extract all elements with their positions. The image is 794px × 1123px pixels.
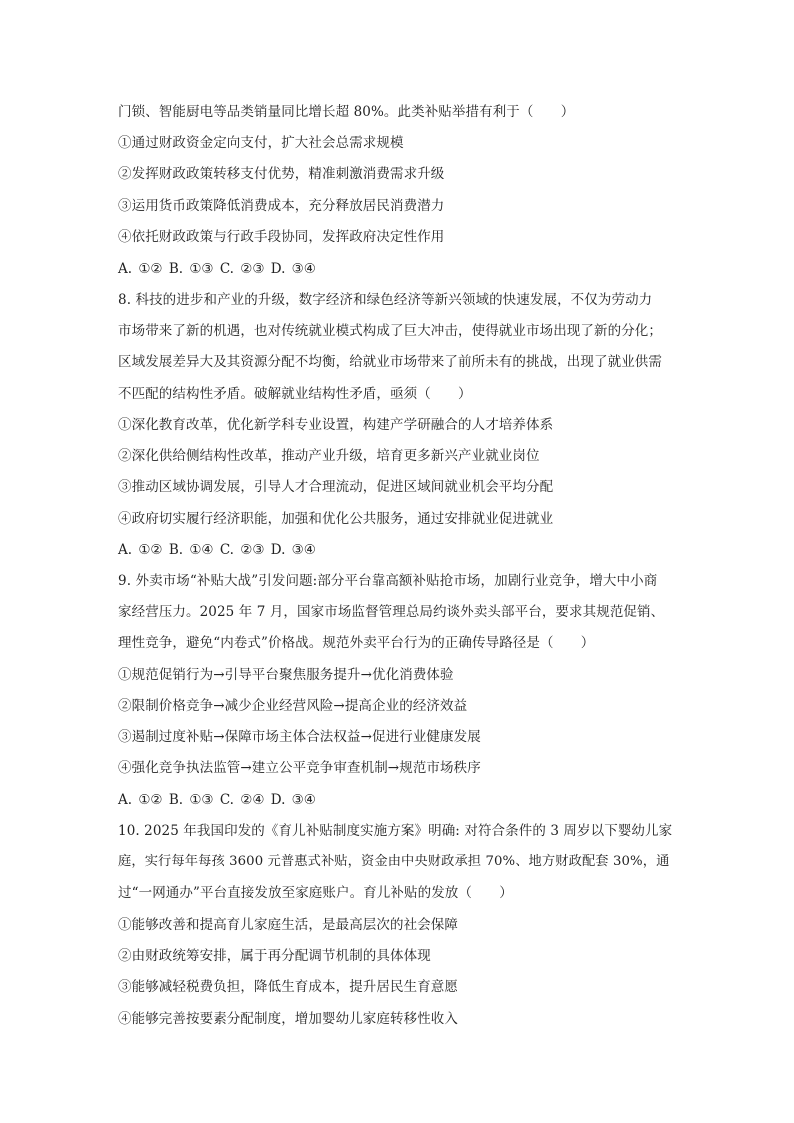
q8-item-2: ②深化供给侧结构性改革，推动产业升级，培育更多新兴产业就业岗位 bbox=[118, 448, 540, 464]
q8-stem-line-4: 不匹配的结构性矛盾。破解就业结构性矛盾，亟须（ ） bbox=[118, 386, 472, 402]
q10-stem-line-2: 庭，实行每年每孩 3600 元普惠式补贴，资金由中央财政承担 70%、地方财政配套 30%，通 bbox=[118, 854, 670, 869]
q9-item-2: ②限制价格竞争→减少企业经营风险→提高企业的经济效益 bbox=[118, 698, 468, 714]
q9-item-1: ①规范促销行为→引导平台聚焦服务提升→优化消费体验 bbox=[118, 667, 454, 683]
q9-options: A. ①② B. ①③ C. ②④ D. ③④ bbox=[118, 792, 316, 808]
q10-item-2: ②由财政统筹安排，属于再分配调节机制的具体体现 bbox=[118, 948, 431, 964]
q7-options: A. ①② B. ①③ C. ②③ D. ③④ bbox=[118, 261, 316, 277]
q10-item-4: ④能够完善按要素分配制度，增加婴幼儿家庭转移性收入 bbox=[118, 1011, 458, 1027]
q8-options: A. ①② B. ①④ C. ②③ D. ③④ bbox=[118, 542, 316, 558]
q10-item-3: ③能够减轻税费负担，降低生育成本，提升居民生育意愿 bbox=[118, 979, 458, 995]
q10-stem-line-3: 过“一网通办”平台直接发放至家庭账户。育儿补贴的发放（ ） bbox=[118, 885, 513, 901]
q8-stem-line-3: 区域发展差异大及其资源分配不均衡，给就业市场带来了前所未有的挑战，出现了就业供需 bbox=[118, 354, 662, 370]
q10-stem-line-1: 10. 2025 年我国印发的《育儿补贴制度实施方案》明确: 对符合条件的 3 周岁以下婴幼儿家 bbox=[118, 823, 673, 839]
q9-stem-line-2: 家经营压力。2025 年 7 月，国家市场监督管理总局约谈外卖头部平台，要求其规范促销、 bbox=[118, 604, 665, 620]
q9-item-4: ④强化竞争执法监管→建立公平竞争审查机制→规范市场秩序 bbox=[118, 760, 481, 776]
q7-stem-tail: 门锁、智能厨电等品类销量同比增长超 80%。此类补贴举措有利于（ ） bbox=[118, 104, 575, 120]
q8-item-4: ④政府切实履行经济职能，加强和优化公共服务，通过安排就业促进就业 bbox=[118, 511, 554, 527]
q9-stem-line-3: 理性竞争，避免“内卷式”价格战。规范外卖平台行为的正确传导路径是（ ） bbox=[118, 635, 595, 651]
q10-item-1: ①能够改善和提高育儿家庭生活，是最高层次的社会保障 bbox=[118, 917, 458, 933]
q7-item-3: ③运用货币政策降低消费成本，充分释放居民消费潜力 bbox=[118, 198, 445, 214]
q8-item-3: ③推动区域协调发展，引导人才合理流动，促进区域间就业机会平均分配 bbox=[118, 479, 554, 495]
q8-item-1: ①深化教育改革，优化新学科专业设置，构建产学研融合的人才培养体系 bbox=[118, 417, 554, 433]
q7-item-1: ①通过财政资金定向支付，扩大社会总需求规模 bbox=[118, 135, 404, 151]
q8-stem-line-2: 市场带来了新的机遇，也对传统就业模式构成了巨大冲击，使得就业市场出现了新的分化； bbox=[118, 323, 662, 339]
q9-stem-line-1: 9. 外卖市场“补贴大战”引发问题:部分平台靠高额补贴抢市场，加剧行业竞争，增大中小商 bbox=[118, 573, 658, 589]
q7-item-2: ②发挥财政政策转移支付优势，精准刺激消费需求升级 bbox=[118, 166, 445, 182]
q9-item-3: ③遏制过度补贴→保障市场主体合法权益→促进行业健康发展 bbox=[118, 729, 481, 745]
q8-stem-line-1: 8. 科技的进步和产业的升级，数字经济和绿色经济等新兴领域的快速发展，不仅为劳动力 bbox=[118, 292, 653, 308]
q7-item-4: ④依托财政政策与行政手段协同，发挥政府决定性作用 bbox=[118, 229, 445, 245]
